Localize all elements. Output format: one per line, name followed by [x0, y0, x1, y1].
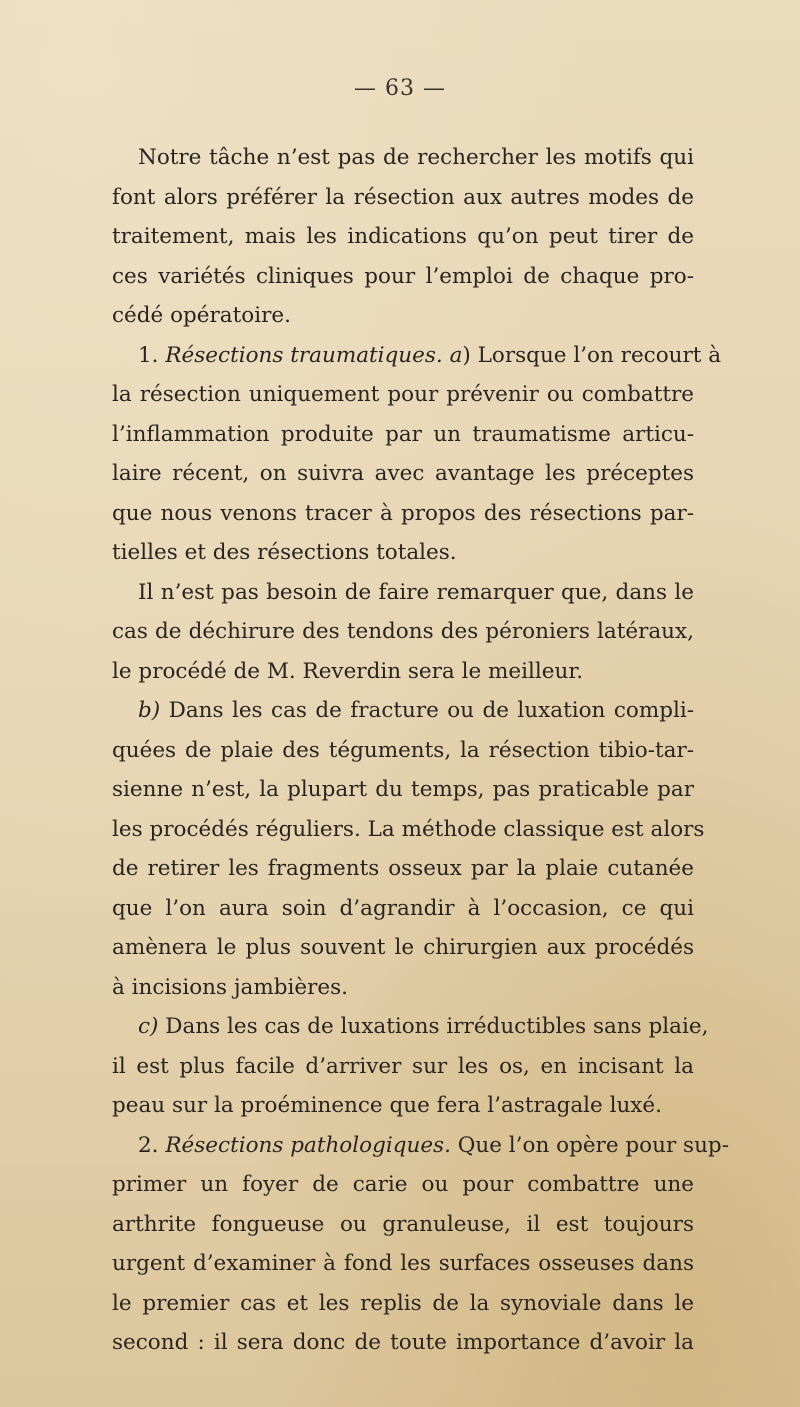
text-segment: primer un foyer de carie ou pour combattre une	[112, 1172, 694, 1197]
text-line	[112, 494, 694, 534]
text-line	[112, 691, 694, 731]
text-segment: la résection uniquement pour prévenir ou combattre	[112, 382, 694, 407]
text-segment: ) Lorsque l’on recourt à	[462, 342, 722, 368]
text-line	[112, 1047, 694, 1087]
text-segment: font alors préférer la résection aux autres modes de	[112, 184, 694, 210]
text-segment: le procédé de M. Reverdin sera le meilleur.	[112, 658, 584, 684]
italic-segment: b)	[138, 698, 161, 723]
text-segment: 1.	[138, 342, 166, 368]
text-line	[112, 1205, 694, 1245]
text-line	[112, 257, 694, 297]
page-number: — 63 —	[354, 76, 446, 101]
text-line	[112, 217, 694, 257]
text-segment: amènera le plus souvent le chirurgien aux procédés	[112, 935, 694, 960]
text-line	[112, 1165, 694, 1205]
text-segment: Que l’on opère pour sup-	[450, 1132, 729, 1158]
text-line	[112, 810, 705, 850]
text-line	[112, 1007, 709, 1047]
text-segment: Dans les cas de luxations irréductibles sans plaie,	[158, 1014, 709, 1039]
text-segment: cédé opératoire.	[112, 303, 291, 328]
text-segment: que nous venons tracer à propos des résections par-	[112, 500, 694, 526]
text-line	[112, 375, 694, 415]
text-line	[112, 968, 694, 1008]
text-line	[112, 1244, 694, 1284]
italic-segment: Résections pathologiques.	[165, 1132, 451, 1158]
text-segment: de retirer les fragments osseux par la plaie cutanée	[112, 856, 694, 881]
body-text	[112, 138, 729, 1363]
text-segment: le premier cas et les replis de la synoviale dans le	[112, 1290, 694, 1316]
text-segment: 2.	[138, 1132, 166, 1158]
text-line	[112, 889, 694, 929]
text-segment: Il n’est pas besoin de faire remarquer que, dans le	[138, 579, 694, 605]
text-segment: second : il sera donc de toute importance d’avoir la	[112, 1330, 694, 1355]
text-segment: il est plus facile d’arriver sur les os, en incisant la	[112, 1053, 694, 1079]
text-line	[112, 1086, 694, 1126]
text-segment: laire récent, on suivra avec avantage les préceptes	[112, 461, 694, 486]
text-line	[112, 652, 694, 692]
text-segment: peau sur la proéminence que fera l’astragale luxé.	[112, 1093, 662, 1118]
text-line	[112, 849, 694, 889]
text-line	[112, 1284, 694, 1324]
text-segment	[443, 343, 450, 368]
text-line	[112, 928, 694, 968]
text-segment: tielles et des résections totales.	[112, 540, 457, 565]
text-line	[112, 533, 694, 573]
text-segment: l’inflammation produite par un traumatisme articu-	[112, 421, 694, 447]
text-line	[112, 138, 694, 178]
text-segment: que l’on aura soin d’agrandir à l’occasion, ce qui	[112, 895, 694, 921]
text-line	[112, 1126, 729, 1166]
text-line	[112, 415, 694, 455]
italic-segment: a	[449, 342, 463, 368]
text-segment: à incisions jambières.	[112, 974, 348, 1000]
text-line	[112, 1323, 694, 1363]
text-line	[112, 454, 694, 494]
text-line	[112, 178, 694, 218]
text-line	[112, 296, 694, 336]
text-segment: cas de déchirure des tendons des péroniers latéraux,	[112, 619, 694, 644]
text-line	[112, 336, 722, 376]
text-segment: quées de plaie des téguments, la résection tibio-tar-	[112, 737, 694, 763]
text-line	[112, 731, 694, 771]
text-line	[112, 770, 694, 810]
italic-segment: Résections traumatiques.	[165, 342, 443, 368]
text-line	[112, 612, 694, 652]
text-segment: ces variétés cliniques pour l’emploi de chaque pro-	[112, 263, 694, 289]
text-segment: sienne n’est, la plupart du temps, pas praticable par	[112, 777, 694, 802]
text-segment: Dans les cas de fracture ou de luxation compli-	[160, 698, 694, 723]
text-line	[112, 573, 694, 613]
text-segment: urgent d’examiner à fond les surfaces osseuses dans	[112, 1251, 694, 1276]
text-segment: arthrite fongueuse ou granuleuse, il est toujours	[112, 1211, 694, 1237]
text-segment: les procédés réguliers. La méthode classique est alors	[112, 816, 705, 842]
italic-segment: c)	[138, 1014, 159, 1039]
text-segment: traitement, mais les indications qu’on peut tirer de	[112, 224, 694, 249]
text-segment: Notre tâche n’est pas de rechercher les motifs qui	[138, 145, 694, 170]
